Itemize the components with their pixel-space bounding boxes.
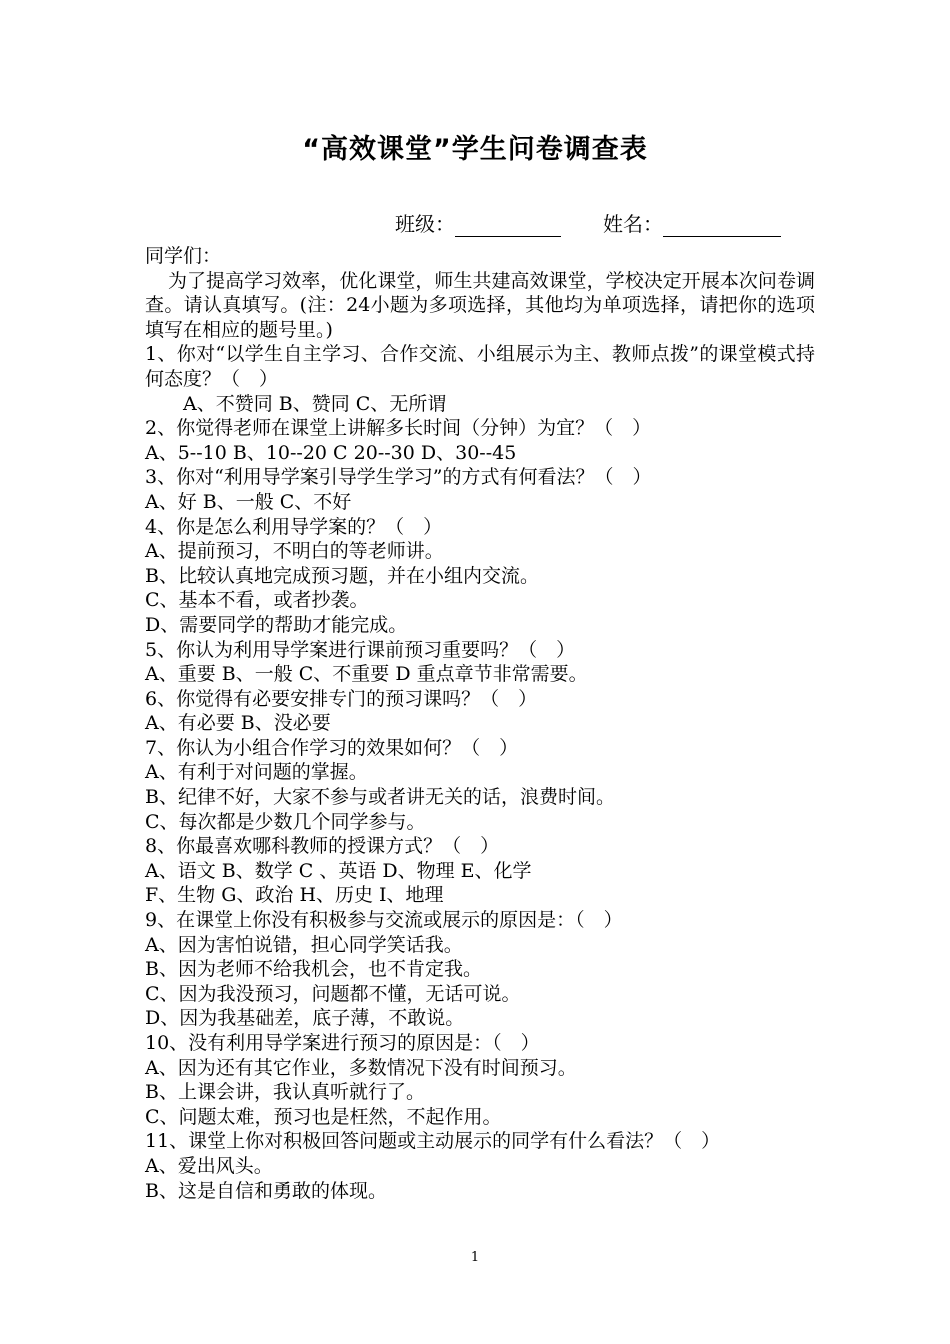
name-blank-field[interactable]: [663, 214, 781, 237]
name-label: 姓名：: [603, 212, 663, 236]
option-line: A、有必要 B、没必要: [145, 712, 331, 735]
question-text: 11、课堂上你对积极回答问题或主动展示的同学有什么看法？（ ）: [145, 1130, 721, 1153]
option-line: A、不赞同 B、赞同 C、无所谓: [183, 392, 447, 415]
option-line: C、因为我没预习，问题都不懂，无话可说。: [145, 982, 521, 1005]
class-label: 班级：: [395, 212, 455, 236]
option-line: C、基本不看，或者抄袭。: [145, 589, 369, 612]
question-text: 2、你觉得老师在课堂上讲解多长时间（分钟）为宜？（ ）: [145, 417, 652, 440]
greeting: 同学们：: [145, 245, 222, 267]
question-9: [145, 908, 815, 1031]
option-line: D、需要同学的帮助才能完成。: [145, 613, 408, 636]
option-line: D、因为我基础差，底子薄，不敢说。: [145, 1007, 465, 1030]
question-text: 8、你最喜欢哪科教师的授课方式？（ ）: [145, 835, 500, 858]
question-7: [145, 736, 815, 834]
question-6: [145, 687, 815, 736]
option-line: B、因为老师不给我机会，也不肯定我。: [145, 958, 482, 981]
question-text: 10、没有利用导学案进行预习的原因是：（ ）: [145, 1032, 540, 1054]
option-line: A、爱出风头。: [145, 1154, 273, 1177]
question-text: 5、你认为利用导学案进行课前预习重要吗？（ ）: [145, 638, 576, 661]
option-line: A、提前预习，不明白的等老师讲。: [145, 540, 444, 563]
option-line: A、5--10 B、10--20 C 20--30 D、30--45: [145, 441, 517, 464]
intro-paragraph: 为了提高学习效率，优化课堂，师生共建高效课堂，学校决定开展本次问卷调查。请认真填写。(注：24小题为多项选择，其他均为单项选择，请把你的选项填写在相应的题号里。): [145, 269, 815, 341]
option-line: B、上课会讲，我认真听就行了。: [145, 1081, 425, 1104]
question-text: 6、你觉得有必要安排专门的预习课吗？（ ）: [145, 687, 538, 710]
option-line: A、语文 B、数学 C 、英语 D、物理 E、化学: [145, 859, 532, 882]
option-line: A、好 B、一般 C、不好: [145, 490, 352, 513]
question-2: [145, 416, 815, 465]
option-line: B、这是自信和勇敢的体现。: [145, 1179, 387, 1202]
class-name-row: [395, 208, 781, 237]
question-text: 4、你是怎么利用导学案的？（ ）: [145, 515, 443, 538]
option-line: C、每次都是少数几个同学参与。: [145, 810, 426, 833]
question-text: 7、你认为小组合作学习的效果如何？（ ）: [145, 736, 519, 759]
questionnaire-body: [145, 244, 815, 1203]
question-8: [145, 834, 815, 908]
question-1: [145, 342, 815, 416]
page-title: “高效课堂”学生问卷调查表: [302, 134, 648, 165]
question-5: [145, 638, 815, 687]
class-blank-field[interactable]: [455, 214, 561, 237]
page-number: 1: [470, 1250, 480, 1265]
option-line: A、有利于对问题的掌握。: [145, 761, 368, 784]
option-line: A、因为害怕说错，担心同学笑话我。: [145, 933, 463, 956]
option-line: C、问题太难，预习也是枉然，不起作用。: [145, 1105, 502, 1128]
option-line: A、因为还有其它作业，多数情况下没有时间预习。: [145, 1056, 577, 1079]
option-line: F、生物 G、政治 H、历史 I、地理: [145, 884, 444, 907]
question-11: [145, 1129, 815, 1203]
option-line: B、纪律不好，大家不参与或者讲无关的话，浪费时间。: [145, 786, 615, 809]
option-line: A、重要 B、一般 C、不重要 D 重点章节非常需要。: [145, 663, 588, 686]
question-4: [145, 515, 815, 638]
question-text: 1、你对“以学生自主学习、合作交流、小组展示为主、教师点拨”的课堂模式持何态度？（ ）: [145, 343, 815, 390]
question-text: 9、在课堂上你没有积极参与交流或展示的原因是：（ ）: [145, 909, 623, 932]
question-10: [145, 1031, 815, 1129]
question-3: [145, 465, 815, 514]
option-line: B、比较认真地完成预习题，并在小组内交流。: [145, 564, 539, 587]
question-text: 3、你对“利用导学案引导学生学习”的方式有何看法？（ ）: [145, 466, 652, 489]
